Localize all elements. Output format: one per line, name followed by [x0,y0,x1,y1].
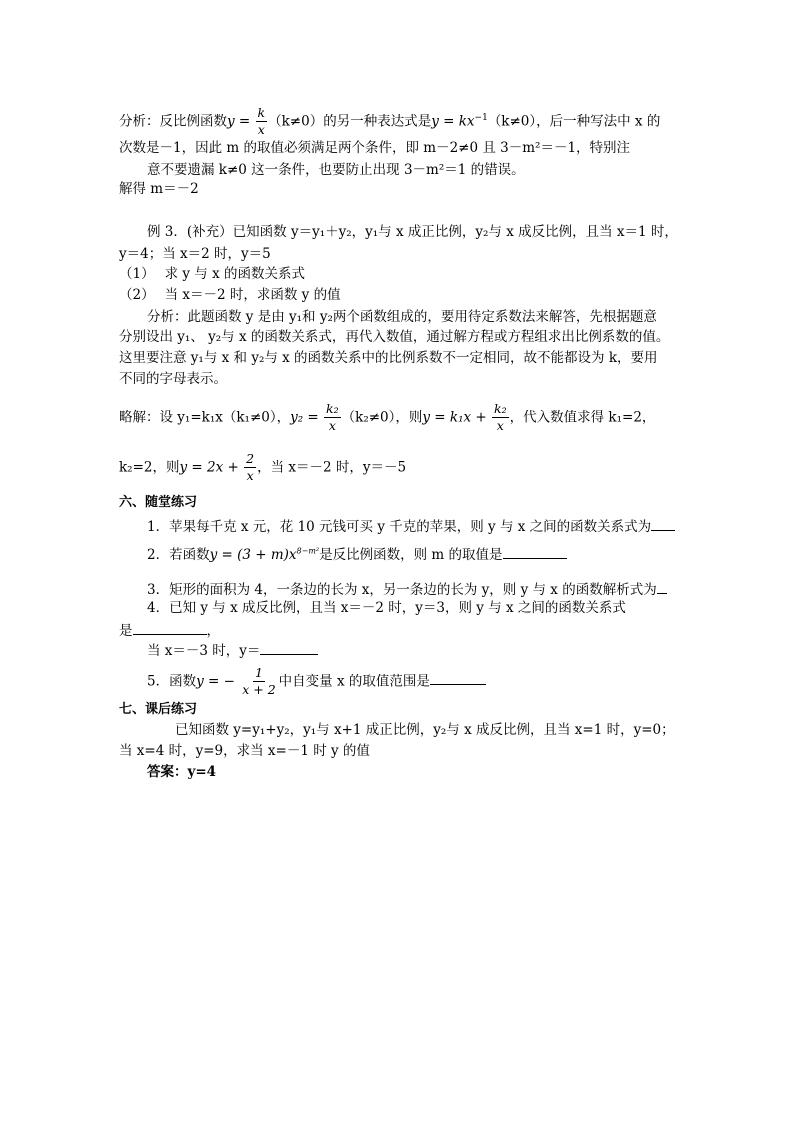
practice-text: ， [206,623,220,639]
example-3-analysis-3: 这里要注意 y₁与 x 和 y₂与 x 的函数关系中的比例系数不一定相同，故不能都设为 k，要用 [119,350,658,366]
question-number: （2） [119,287,155,303]
homework-line-2: 当 x=4 时，y=9，求当 x=－1 时 y 的值 [119,743,370,759]
homework-line-1: 已知函数 y=y₁+y₂，y₁与 x+1 成正比例，y₂与 x 成反比例，且当 x=1 时，y=0； [175,722,675,738]
answer-blank[interactable] [430,672,486,685]
solution-text: ，代入数值求得 k₁=2， [509,409,656,426]
fraction-1-over-x-plus-2 [240,666,277,698]
practice-4-line-3 [147,642,318,659]
analysis-line-3: 意不要遗漏 k≠0 这一条件，也要防止出现 3－m²＝1 的错误。 [147,162,525,178]
analysis-text: （k≠0）的另一种表达式是 [268,113,432,130]
practice-text: 是反比例函数，则 m 的取值是 [319,547,503,563]
answer-blank[interactable] [503,546,567,559]
section-6-title: 六、随堂练习 [119,495,198,510]
example-3-solution-1 [119,402,655,434]
practice-text: 2．若函数 [147,547,210,563]
formula-y: y = k₁x + [422,409,487,426]
homework-answer: 答案：y=4 [147,764,217,780]
formula-y: y = [227,113,251,130]
example-3-analysis-4: 不同的字母表示。 [119,371,227,387]
formula-expression: y = (3 + m)x [209,547,297,563]
fraction-denominator: x [257,122,265,138]
question-text: 求 y 与 x 的函数关系式 [164,266,305,282]
fraction-denominator: x [496,418,504,434]
section-7-title: 七、课后练习 [119,702,198,717]
formula-exponent: −1 [474,112,488,123]
fraction-k-over-x [256,106,268,138]
practice-2 [147,546,567,563]
answer-blank[interactable] [657,581,667,594]
answer-blank[interactable] [651,518,675,531]
practice-text: 是 [119,623,133,639]
practice-3 [147,581,667,598]
example-3-question-1 [119,268,305,282]
fraction-numerator: k [256,106,268,122]
solution-text: 略解：设 y₁=k₁x（k₁≠0）， [119,409,291,426]
fraction-numerator: k₂ [324,402,341,418]
practice-text: 3．矩形的面积为 4，一条边的长为 x，另一条边的长为 y，则 y 与 x 的函数解析式为 [147,582,657,598]
fraction-k2-over-x [492,402,509,434]
formula-y: y = 2x + [179,459,239,476]
fraction-numerator: 2 [244,452,256,468]
example-3-line-1: 例 3．(补充）已知函数 y＝y₁＋y₂，y₁与 x 成正比例，y₂与 x 成反比例，且当 x＝1 时， [147,224,678,240]
question-text: 当 x＝－2 时，求函数 y 的值 [164,287,341,303]
analysis-result: 解得 m＝－2 [119,181,199,197]
solution-text: （k₂≠0），则 [341,409,423,426]
example-3-analysis-1: 分析：此题函数 y 是由 y₁和 y₂两个函数组成的，要用待定系数法来解答，先根据题意 [147,309,657,325]
example-3-question-2 [119,289,341,303]
practice-4-line-2 [119,622,220,639]
solution-text: ，当 x＝－2 时，y＝－5 [257,459,407,476]
solution-text: k₂=2，则 [119,459,180,476]
answer-blank[interactable] [133,622,207,635]
analysis-text: （k≠0），后一种写法中 x 的 [487,113,661,130]
formula-kx: y = kx [431,113,475,130]
fraction-numerator: k₂ [492,402,509,418]
fraction-numerator: 1 [253,666,265,682]
analysis-line-2: 次数是－1，因此 m 的取值必须满足两个条件，即 m－2≠0 且 3－m²＝－1，特别注 [119,140,631,156]
practice-1 [147,518,675,535]
example-3-line-2: y＝4；当 x＝2 时，y＝5 [119,246,271,262]
practice-text: 1．苹果每千克 x 元，花 10 元钱可买 y 千克的苹果，则 y 与 x 之间的函数关系式为 [147,519,652,535]
fraction-denominator: x [328,418,336,434]
fraction-2-over-x [244,452,256,484]
analysis-line-1 [119,106,660,138]
formula-exponent: 8−m² [296,546,320,556]
formula-y: y = − [196,673,235,690]
question-number: （1） [119,266,155,282]
formula-y2: y₂ = [290,409,319,426]
practice-4-line-1: 4．已知 y 与 x 成反比例，且当 x＝－2 时，y＝3，则 y 与 x 之间的函数关系式 [147,600,626,616]
practice-text: 当 x＝－3 时，y＝ [147,643,261,659]
practice-text: 中自变量 x 的取值范围是 [278,673,430,690]
example-3-solution-2 [119,452,406,484]
practice-5 [147,666,486,698]
analysis-text: 分析：反比例函数 [119,113,227,130]
practice-text: 5．函数 [147,673,197,690]
fraction-denominator: x + 2 [242,682,276,698]
fraction-denominator: x [246,468,254,484]
fraction-k2-over-x [324,402,341,434]
answer-blank[interactable] [260,642,318,655]
example-3-analysis-2: 分别设出 y₁、 y₂与 x 的函数关系式，再代入数值，通过解方程或方程组求出比例系数的值。 [119,329,670,345]
